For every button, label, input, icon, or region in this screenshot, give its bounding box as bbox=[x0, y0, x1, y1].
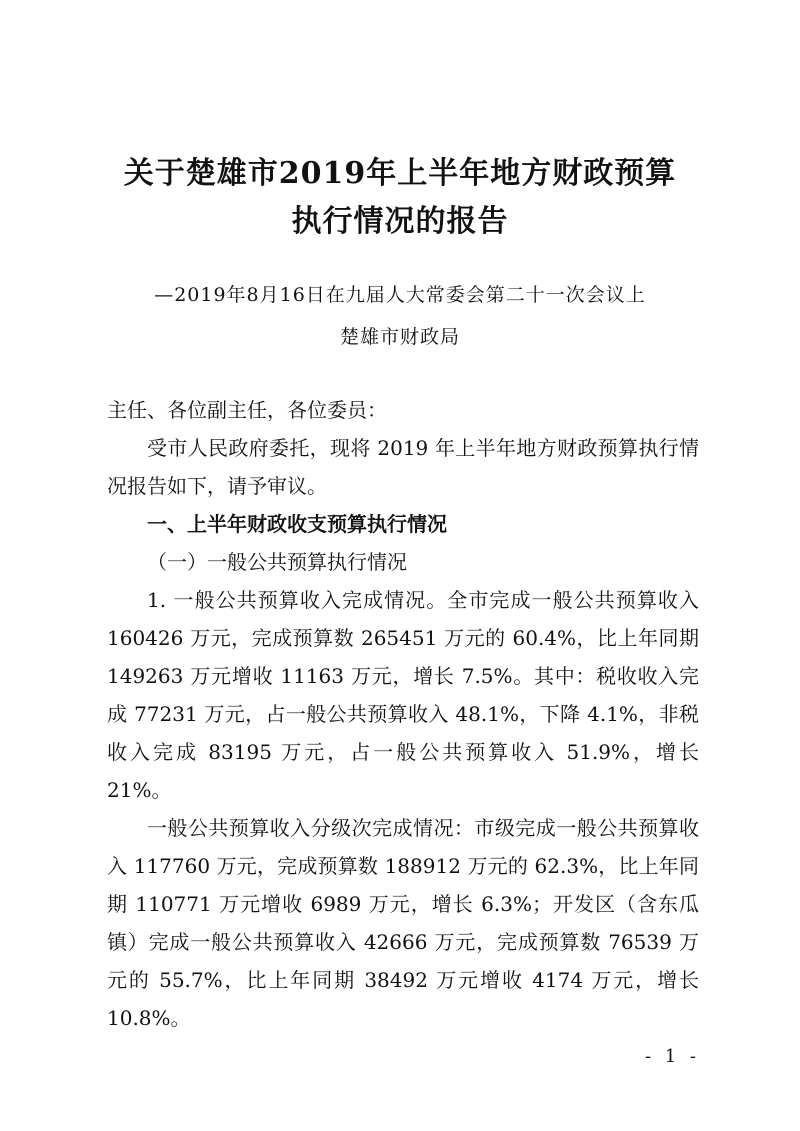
report-subtitle-meeting: —2019年8月16日在九届人大常委会第二十一次会议上 bbox=[154, 284, 646, 306]
subsection-heading-1: （一）一般公共预算执行情况 bbox=[147, 550, 407, 574]
section-heading-1: 一、上半年财政收支预算执行情况 bbox=[147, 512, 447, 536]
intro-paragraph: 受市人民政府委托，现将 2019 年上半年地方财政预算执行情况报告如下，请予审议。 bbox=[107, 436, 699, 498]
report-body bbox=[107, 391, 699, 1037]
report-title-line-2: 执行情况的报告 bbox=[291, 204, 509, 239]
paragraph-revenue-by-level: 一般公共预算收入分级次完成情况：市级完成一般公共预算收入 117760 万元，完成预算数 188912 万元的 62.3%，比上年同期 110771 万元增收 6989 万元，增长 6.3%；开发区（含东瓜镇）完成一般公共预算收入 42666 万元，完成预算数 76539 万元的 55.7%，比上年同期 38492 万元增收 4174 万元，增长 10.8%。 bbox=[107, 816, 699, 1030]
report-subtitle-author: 楚雄市财政局 bbox=[339, 326, 460, 348]
report-title-line-1: 关于楚雄市2019年上半年地方财政预算 bbox=[123, 156, 677, 191]
salutation: 主任、各位副主任，各位委员： bbox=[107, 398, 387, 422]
page-number: - 1 - bbox=[644, 1046, 700, 1067]
paragraph-revenue: 1. 一般公共预算收入完成情况。全市完成一般公共预算收入 160426 万元，完成预算数 265451 万元的 60.4%，比上年同期 149263 万元增收 11163 万元，增长 7.5%。其中：税收收入完成 77231 万元，占一般公共预算收入 48.1%，下降 4.1%，非税收入完成 83195 万元，占一般公共预算收入 51.9%，增长 21%。 bbox=[107, 588, 699, 802]
